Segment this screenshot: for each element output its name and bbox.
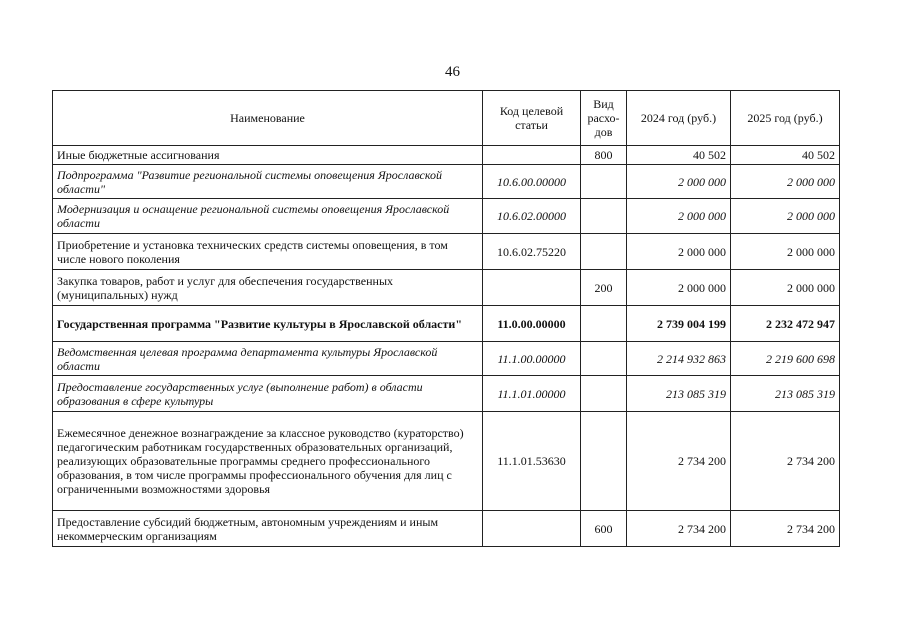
cell-name: Ежемесячное денежное вознаграждение за классное руководство (кураторство) педагогическим работникам государственных образовательных организаций, реализующих образовательные программы среднего профессионального образования, в том числе программы профессионального обучения для лиц с ограниченными возможностями здоровья (53, 412, 483, 511)
cell-code: 10.6.00.00000 (483, 165, 581, 199)
cell-kind: 800 (581, 146, 627, 165)
cell-code (483, 511, 581, 547)
cell-name: Предоставление государственных услуг (выполнение работ) в области образования в сфере культуры (53, 376, 483, 412)
table-header-row (53, 91, 840, 146)
table-row (53, 234, 840, 270)
cell-2025: 2 734 200 (731, 412, 840, 511)
column-header-kind: Вид расхо-дов (581, 91, 627, 146)
cell-2025: 2 232 472 947 (731, 306, 840, 342)
page-number: 46 (445, 64, 460, 80)
cell-name: Модернизация и оснащение региональной системы оповещения Ярославской области (53, 199, 483, 234)
table-row (53, 511, 840, 547)
cell-2025: 213 085 319 (731, 376, 840, 412)
column-header-2024: 2024 год (руб.) (627, 91, 731, 146)
budget-table (52, 90, 840, 547)
table-row (53, 412, 840, 511)
cell-2025: 2 000 000 (731, 270, 840, 306)
cell-2025: 2 000 000 (731, 234, 840, 270)
cell-name: Предоставление субсидий бюджетным, автономным учреждениям и иным некоммерческим организациям (53, 511, 483, 547)
cell-kind (581, 199, 627, 234)
cell-2025: 2 734 200 (731, 511, 840, 547)
cell-name: Закупка товаров, работ и услуг для обеспечения государственных (муниципальных) нужд (53, 270, 483, 306)
table-row (53, 306, 840, 342)
table-row (53, 165, 840, 199)
cell-kind (581, 342, 627, 376)
cell-2024: 2 000 000 (627, 199, 731, 234)
table-body (53, 146, 840, 547)
table-row (53, 270, 840, 306)
cell-code: 11.0.00.00000 (483, 306, 581, 342)
cell-name: Приобретение и установка технических средств системы оповещения, в том числе нового поколения (53, 234, 483, 270)
cell-code: 10.6.02.75220 (483, 234, 581, 270)
cell-name: Государственная программа "Развитие культуры в Ярославской области" (53, 306, 483, 342)
cell-kind: 200 (581, 270, 627, 306)
table-row (53, 199, 840, 234)
cell-2024: 2 734 200 (627, 511, 731, 547)
table-row (53, 376, 840, 412)
cell-name: Иные бюджетные ассигнования (53, 146, 483, 165)
cell-kind (581, 165, 627, 199)
cell-kind: 600 (581, 511, 627, 547)
cell-2024: 2 000 000 (627, 234, 731, 270)
cell-2025: 2 219 600 698 (731, 342, 840, 376)
cell-2024: 2 214 932 863 (627, 342, 731, 376)
cell-code (483, 146, 581, 165)
table-row (53, 342, 840, 376)
cell-2025: 2 000 000 (731, 199, 840, 234)
cell-2024: 2 000 000 (627, 165, 731, 199)
cell-2024: 2 000 000 (627, 270, 731, 306)
cell-code: 11.1.01.00000 (483, 376, 581, 412)
cell-2024: 213 085 319 (627, 376, 731, 412)
column-header-name: Наименование (53, 91, 483, 146)
column-header-code: Код целевой статьи (483, 91, 581, 146)
cell-code: 10.6.02.00000 (483, 199, 581, 234)
cell-kind (581, 306, 627, 342)
column-header-2025: 2025 год (руб.) (731, 91, 840, 146)
cell-kind (581, 412, 627, 511)
table-row (53, 146, 840, 165)
cell-kind (581, 376, 627, 412)
cell-code: 11.1.01.53630 (483, 412, 581, 511)
cell-code: 11.1.00.00000 (483, 342, 581, 376)
cell-name: Ведомственная целевая программа департамента культуры Ярославской области (53, 342, 483, 376)
cell-code (483, 270, 581, 306)
cell-2024: 2 734 200 (627, 412, 731, 511)
cell-2025: 40 502 (731, 146, 840, 165)
cell-2025: 2 000 000 (731, 165, 840, 199)
cell-name: Подпрограмма "Развитие региональной системы оповещения Ярославской области" (53, 165, 483, 199)
cell-2024: 2 739 004 199 (627, 306, 731, 342)
cell-2024: 40 502 (627, 146, 731, 165)
cell-kind (581, 234, 627, 270)
